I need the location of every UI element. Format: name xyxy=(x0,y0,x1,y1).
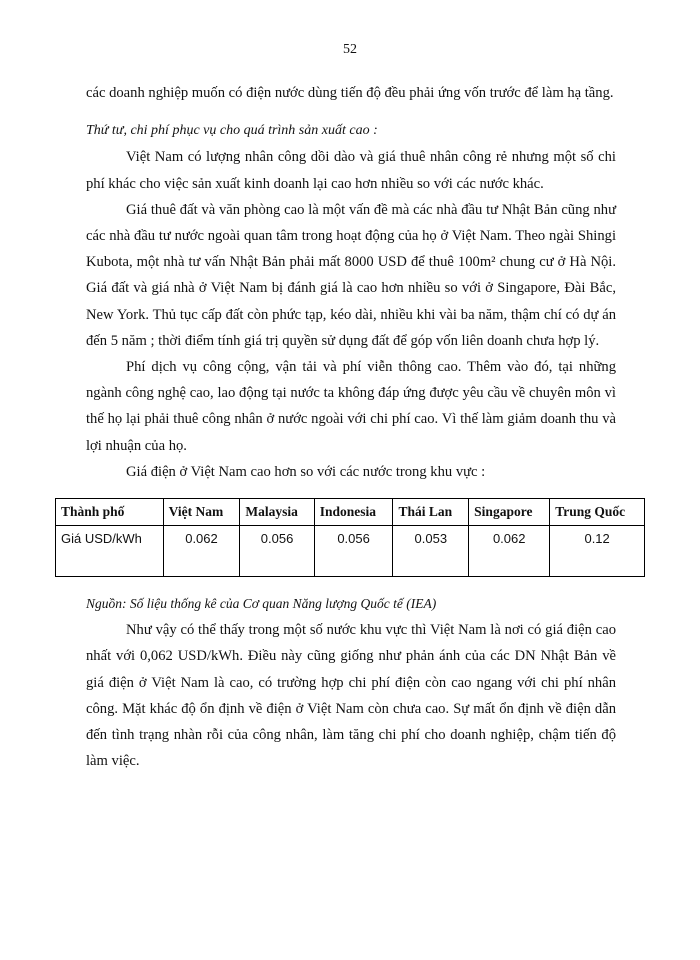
table-cell: 0.062 xyxy=(469,526,550,577)
table-header-cell: Malaysia xyxy=(240,499,314,526)
table-cell: 0.056 xyxy=(240,526,314,577)
table-header-cell: Việt Nam xyxy=(163,499,240,526)
paragraph-electricity-intro: Giá điện ở Việt Nam cao hơn so với các nước trong khu vực : xyxy=(126,463,486,480)
source-note: Nguồn: Số liệu thống kê của Cơ quan Năng lượng Quốc tế (IEA) xyxy=(86,596,437,612)
page-number: 52 xyxy=(343,42,357,57)
table-header-cell: Thái Lan xyxy=(393,499,469,526)
table-header-cell: Thành phố xyxy=(56,499,164,526)
paragraph-service-fees: Phí dịch vụ công cộng, vận tải và phí viễn thông cao. Thêm vào đó, tại những ngành công nghệ cao, lao động tại nước ta không đáp ứng được yêu cầu về chuyên môn vì thế họ lại phải thuê công nhân ở nước ngoài với chi phí cao. Vì thế làm giảm doanh thu và lợi nhuận của họ. xyxy=(86,359,616,454)
table-header-cell: Singapore xyxy=(469,499,550,526)
paragraph-conclusion: Như vậy có thể thấy trong một số nước khu vực thì Việt Nam là nơi có giá điện cao nhất với 0,062 USD/kWh. Điều này cũng giống như phản ánh của các DN Nhật Bản về giá điện ở Việt Nam là cao, có trường hợp chi phí điện còn cao ngang với chi phí nhân công. Mặt khác độ ổn định về điện ở Việt Nam còn chưa cao. Sự mất ổn định về điện dẫn đến tình trạng nhàn rỗi của công nhân, làm tăng chi phí cho doanh nghiệp, chậm tiến độ làm việc. xyxy=(86,622,616,770)
table-cell: 0.053 xyxy=(393,526,469,577)
table-row xyxy=(56,526,645,577)
table-cell: 0.062 xyxy=(163,526,240,577)
paragraph-labor-costs: Việt Nam có lượng nhân công dồi dào và giá thuê nhân công rẻ nhưng một số chi phí khác cho việc sản xuất kinh doanh lại cao hơn nhiều so với các nước khác. xyxy=(86,149,616,192)
paragraph-continuation: các doanh nghiệp muốn có điện nước dùng tiến độ đều phải ứng vốn trước để làm hạ tầng. xyxy=(86,85,614,101)
table-cell: 0.12 xyxy=(550,526,645,577)
electricity-price-table xyxy=(55,498,645,577)
table-row-label: Giá USD/kWh xyxy=(56,526,164,577)
table-header-cell: Indonesia xyxy=(314,499,393,526)
table-cell: 0.056 xyxy=(314,526,393,577)
paragraph-land-prices: Giá thuê đất và văn phòng cao là một vấn đề mà các nhà đầu tư Nhật Bản cũng như các nhà đầu tư nước ngoài quan tâm trong hoạt động của họ ở Việt Nam. Theo ngài Shingi Kubota, một nhà tư vấn Nhật Bản phải mất 8000 USD để thuê 100m² chung cư ở Hà Nội. Giá đất và giá nhà ở Việt Nam bị đánh giá là cao hơn nhiều so với ở Singapore, Đài Bắc, New York. Thủ tục cấp đất còn phức tạp, kéo dài, nhiều khi vài ba năm, thậm chí có dự án đến 5 năm ; thời điểm tính giá trị quyền sử dụng đất để góp vốn liên doanh chưa hợp lý. xyxy=(86,201,616,349)
table-header-row xyxy=(56,499,645,526)
section-heading: Thứ tư, chi phí phục vụ cho quá trình sản xuất cao : xyxy=(86,123,378,139)
document-body xyxy=(61,80,626,774)
table-header-cell: Trung Quốc xyxy=(550,499,645,526)
